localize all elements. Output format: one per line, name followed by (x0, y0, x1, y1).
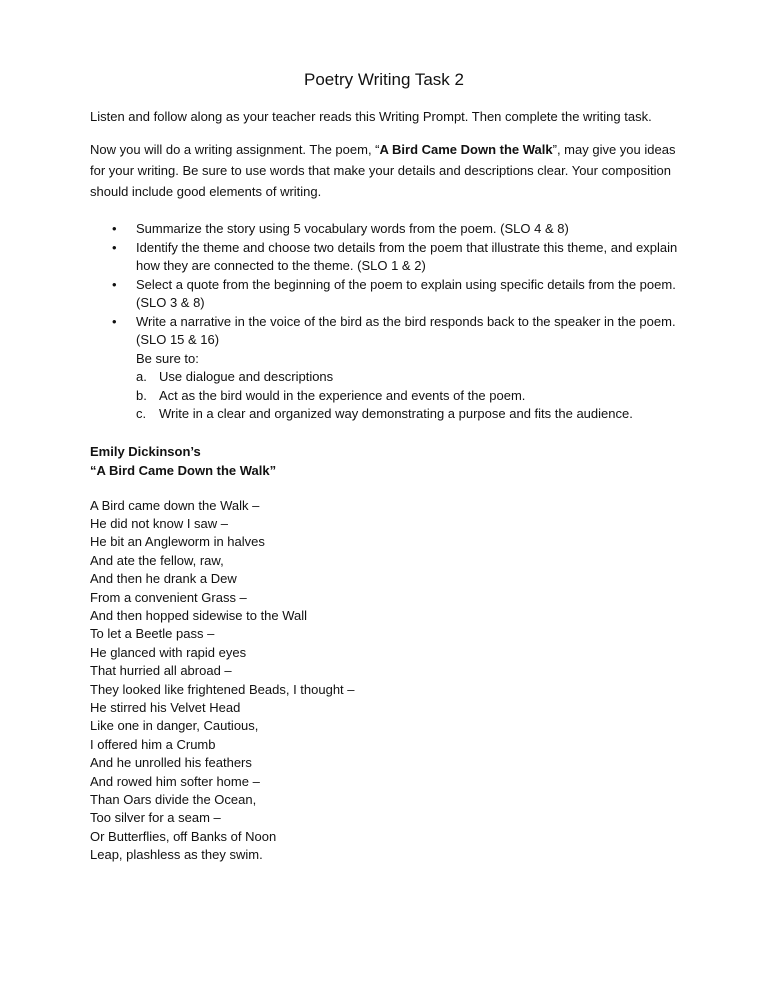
poem-title-inline: A Bird Came Down the Walk (379, 142, 553, 157)
requirement-text: Use dialogue and descriptions (159, 369, 334, 384)
poem-line: I offered him a Crumb (90, 736, 216, 752)
bullet-icon: • (112, 239, 117, 255)
bullet-icon: • (112, 313, 117, 329)
requirement-item (136, 368, 678, 387)
poem-line: Than Oars divide the Ocean, (90, 792, 257, 807)
poem-line: He did not know I saw – (90, 515, 229, 531)
bullet-icon: • (112, 276, 117, 292)
task-item (90, 276, 678, 313)
poem-line: A Bird came down the Walk – (90, 497, 260, 513)
poem-line: Too silver for a seam – (90, 810, 221, 826)
task-item (90, 239, 678, 276)
poem-heading (90, 442, 678, 480)
poem-line: And then hopped sidewise to the Wall (90, 607, 308, 623)
poem-line: Or Butterflies, off Banks of Noon (90, 828, 277, 844)
requirement-marker: a. (136, 369, 147, 384)
poem-line: And he unrolled his feathers (90, 755, 252, 771)
intro-paragraph: Listen and follow along as your teacher reads this Writing Prompt. Then complete the writing task. (90, 109, 652, 124)
requirement-marker: b. (136, 387, 147, 403)
poem-line: He stirred his Velvet Head (90, 699, 241, 715)
poem-line: Like one in danger, Cautious, (90, 718, 259, 734)
requirement-item (136, 387, 678, 406)
bullet-icon: • (112, 221, 117, 236)
poem-line: To let a Beetle pass – (90, 626, 215, 642)
poem-text (90, 497, 678, 865)
poem-line: Leap, plashless as they swim. (90, 847, 263, 863)
poem-line: And rowed him softer home – (90, 773, 260, 789)
requirement-item (136, 405, 678, 424)
task-text: Identify the theme and choose two details from the poem that illustrate this theme, and explain how they are connected to the theme. (SLO 1 & 2) (136, 239, 678, 273)
task-text: Write a narrative in the voice of the bird as the bird responds back to the speaker in the poem. (SLO 15 & 16) (136, 313, 676, 347)
task-text: Summarize the story using 5 vocabulary words from the poem. (SLO 4 & 8) (136, 221, 569, 236)
task-item (90, 313, 678, 424)
prompt-text-start: Now you will do a writing assignment. The poem, “ (90, 142, 380, 157)
poem-line: From a convenient Grass – (90, 589, 247, 605)
poem-line: That hurried all abroad – (90, 663, 232, 679)
requirement-marker: c. (136, 406, 147, 421)
requirement-text: Act as the bird would in the experience and events of the poem. (159, 387, 526, 403)
requirement-text: Write in a clear and organized way demonstrating a purpose and fits the audience. (159, 406, 633, 421)
poem-line: He bit an Angleworm in halves (90, 534, 265, 550)
prompt-paragraph (90, 139, 678, 202)
task-item (90, 220, 678, 239)
be-sure-label: Be sure to: (136, 350, 199, 366)
poem-line: He glanced with rapid eyes (90, 644, 247, 660)
poem-title: “A Bird Came Down the Walk” (90, 462, 277, 478)
poem-line: And then he drank a Dew (90, 571, 237, 587)
prompt-text-end: ”, may give you ideas for your writing. Be sure to use words that make your details and descriptions clear. Your composition should include good elements of writing. (90, 142, 676, 199)
poem-line: And ate the fellow, raw, (90, 552, 224, 568)
poem-line: They looked like frightened Beads, I thought – (90, 681, 355, 697)
task-text: Select a quote from the beginning of the poem to explain using specific details from the poem. (SLO 3 & 8) (136, 276, 676, 310)
page-title: Poetry Writing Task 2 (304, 70, 464, 89)
requirement-list (136, 368, 678, 424)
poem-author: Emily Dickinson’s (90, 443, 201, 459)
task-list (90, 220, 678, 424)
